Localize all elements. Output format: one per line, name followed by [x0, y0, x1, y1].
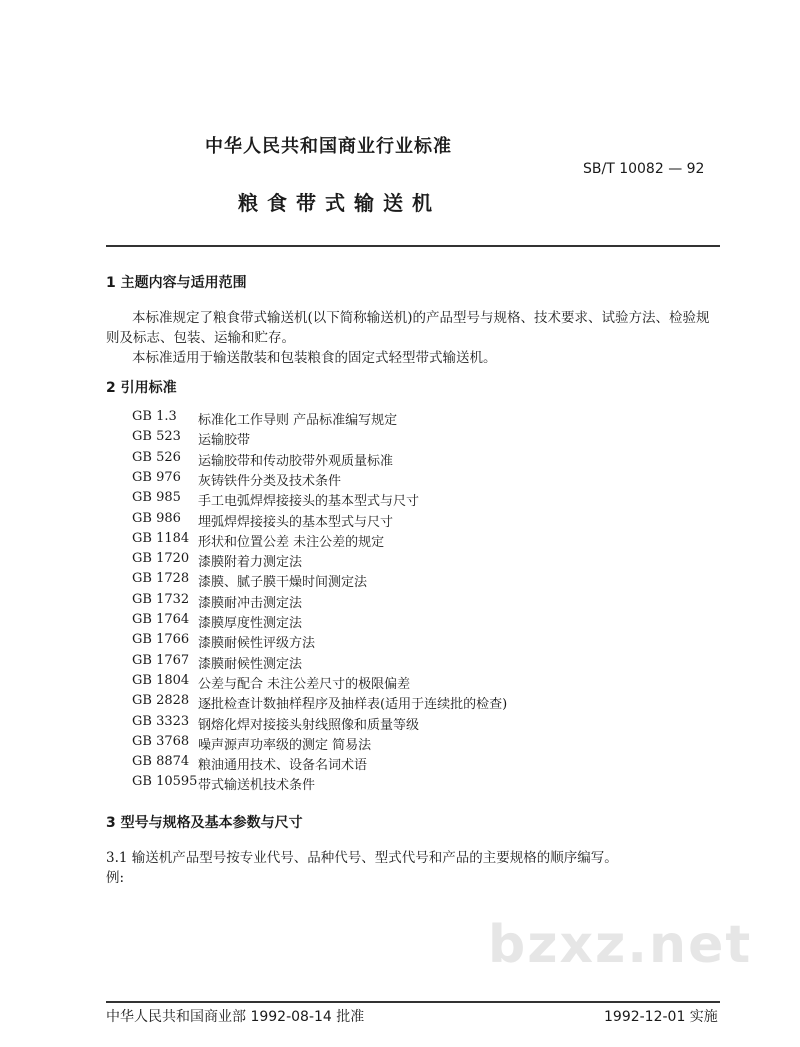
reference-item	[0, 571, 800, 591]
reference-item	[0, 592, 800, 612]
reference-code: GB 1732	[132, 592, 190, 607]
reference-title: 公差与配合 未注公差尺寸的极限偏差	[198, 677, 411, 692]
reference-code: GB 1766	[132, 632, 190, 647]
reference-code: GB 985	[132, 490, 181, 505]
reference-item	[0, 470, 800, 490]
reference-title: 灰铸铁件分类及技术条件	[198, 474, 342, 489]
watermark: bzxz.net	[488, 915, 753, 975]
standard-number: SB/T 10082 — 92	[583, 161, 705, 177]
approval-date: 中华人民共和国商业部 1992-08-14 批准	[106, 1009, 365, 1025]
reference-item	[0, 734, 800, 754]
reference-code: GB 10595	[132, 774, 198, 789]
reference-item	[0, 714, 800, 734]
reference-item	[0, 490, 800, 510]
reference-code: GB 1.3	[132, 409, 177, 424]
reference-title: 漆膜附着力测定法	[198, 555, 303, 570]
reference-item	[0, 531, 800, 551]
reference-item	[0, 754, 800, 774]
reference-title: 逐批检查计数抽样程序及抽样表(适用于连续批的检查)	[198, 697, 508, 712]
reference-code: GB 1767	[132, 653, 190, 668]
clause-3-1: 3.1 输送机产品型号按专业代号、品种代号、型式代号和产品的主要规格的顺序编写。	[106, 850, 618, 866]
reference-item	[0, 774, 800, 794]
reference-item	[0, 693, 800, 713]
reference-title: 漆膜耐候性测定法	[198, 657, 303, 672]
reference-item	[0, 429, 800, 449]
reference-code: GB 526	[132, 450, 181, 465]
document-title: 粮食带式输送机	[238, 191, 441, 215]
reference-item	[0, 653, 800, 673]
section-1-para-1-line-2: 则及标志、包装、运输和贮存。	[106, 330, 295, 346]
reference-title: 运输胶带和传动胶带外观质量标准	[198, 454, 394, 469]
reference-title: 钢熔化焊对接接头射线照像和质量等级	[198, 718, 420, 733]
reference-title: 噪声源声功率级的测定 简易法	[198, 738, 372, 753]
reference-code: GB 3323	[132, 714, 190, 729]
reference-item	[0, 551, 800, 571]
reference-title: 运输胶带	[198, 433, 251, 448]
reference-title: 形状和位置公差 未注公差的规定	[198, 535, 385, 550]
reference-item	[0, 612, 800, 632]
reference-title: 手工电弧焊焊接接头的基本型式与尺寸	[198, 494, 420, 509]
example-label: 例:	[106, 870, 125, 886]
header-rule	[106, 245, 720, 247]
reference-item	[0, 450, 800, 470]
reference-code: GB 1728	[132, 571, 190, 586]
reference-code: GB 523	[132, 429, 181, 444]
reference-title: 漆膜耐冲击测定法	[198, 596, 303, 611]
implementation-date: 1992-12-01 实施	[604, 1009, 718, 1025]
reference-item	[0, 409, 800, 429]
reference-item	[0, 511, 800, 531]
reference-title: 漆膜耐候性评级方法	[198, 636, 316, 651]
reference-code: GB 3768	[132, 734, 190, 749]
standard-category: 中华人民共和国商业行业标准	[205, 136, 452, 157]
reference-title: 带式输送机技术条件	[198, 778, 316, 793]
reference-code: GB 1764	[132, 612, 190, 627]
section-1-heading: 1 主题内容与适用范围	[106, 275, 247, 291]
reference-item	[0, 632, 800, 652]
reference-title: 漆膜、腻子膜干燥时间测定法	[198, 575, 368, 590]
reference-item	[0, 673, 800, 693]
reference-code: GB 986	[132, 511, 181, 526]
reference-title: 粮油通用技术、设备名词术语	[198, 758, 368, 773]
section-2-heading: 2 引用标准	[106, 380, 177, 396]
reference-title: 埋弧焊焊接接头的基本型式与尺寸	[198, 515, 394, 530]
reference-code: GB 8874	[132, 754, 190, 769]
reference-title: 标准化工作导则 产品标准编写规定	[198, 413, 398, 428]
reference-code: GB 1184	[132, 531, 190, 546]
reference-code: GB 1720	[132, 551, 190, 566]
reference-code: GB 2828	[132, 693, 190, 708]
reference-code: GB 1804	[132, 673, 190, 688]
reference-title: 漆膜厚度性测定法	[198, 616, 303, 631]
footer-rule	[106, 1001, 720, 1003]
reference-code: GB 976	[132, 470, 181, 485]
section-1-para-2: 本标准适用于输送散装和包装粮食的固定式轻型带式输送机。	[132, 350, 497, 366]
section-1-para-1-line-1: 本标准规定了粮食带式输送机(以下简称输送机)的产品型号与规格、技术要求、试验方法、检验规	[132, 310, 710, 326]
section-3-heading: 3 型号与规格及基本参数与尺寸	[106, 815, 303, 831]
